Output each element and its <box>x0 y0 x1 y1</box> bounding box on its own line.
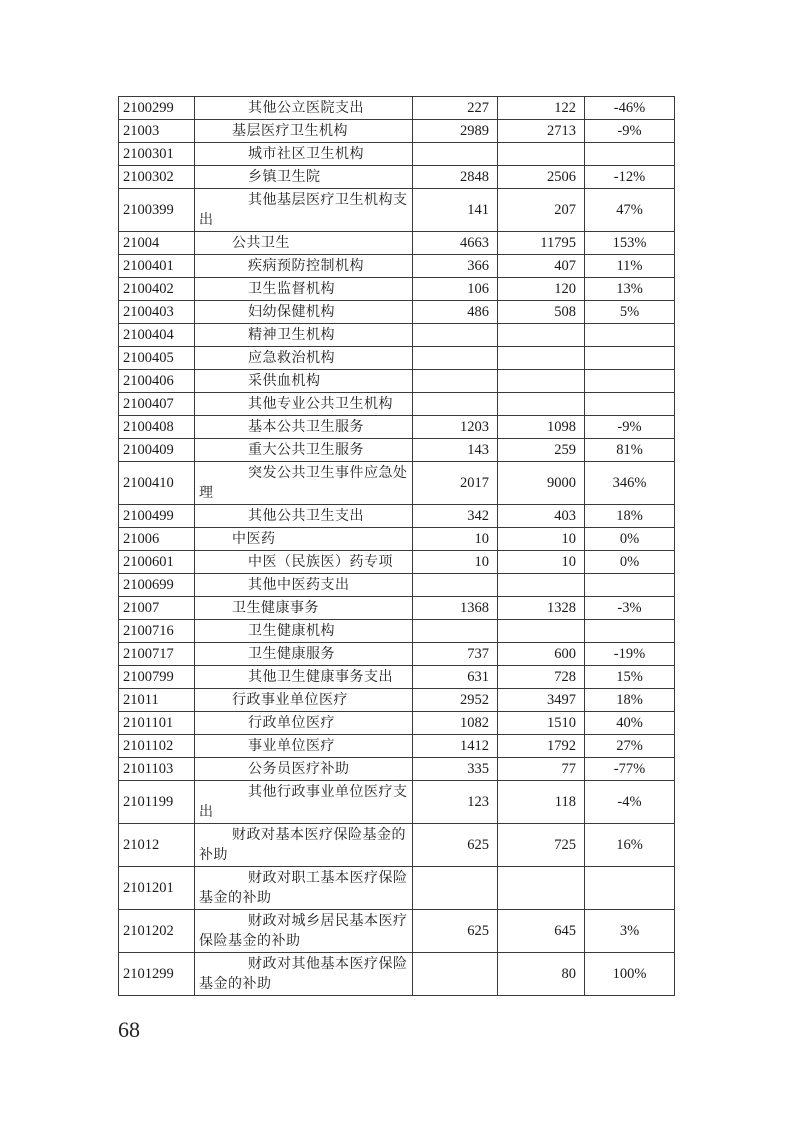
row-change-pct <box>585 620 675 643</box>
row-code: 2100301 <box>119 143 195 166</box>
row-value-2: 9000 <box>498 462 585 505</box>
row-value-1: 1082 <box>413 712 498 735</box>
row-name <box>195 370 413 393</box>
row-value-2: 1510 <box>498 712 585 735</box>
table-row <box>119 232 675 255</box>
row-value-1: 2017 <box>413 462 498 505</box>
row-change-pct: 0% <box>585 551 675 574</box>
row-value-1: 10 <box>413 551 498 574</box>
row-change-pct: 81% <box>585 439 675 462</box>
row-name <box>195 347 413 370</box>
row-value-1: 141 <box>413 189 498 232</box>
row-code: 2100408 <box>119 416 195 439</box>
table-row <box>119 689 675 712</box>
row-change-pct: 100% <box>585 953 675 996</box>
row-name-text: 妇幼保健机构 <box>248 304 335 320</box>
row-value-1: 625 <box>413 824 498 867</box>
page-number: 68 <box>118 1017 140 1042</box>
row-value-2 <box>498 143 585 166</box>
row-name <box>195 301 413 324</box>
row-change-pct: -3% <box>585 597 675 620</box>
row-change-pct: 16% <box>585 824 675 867</box>
row-change-pct: 13% <box>585 278 675 301</box>
table-row <box>119 301 675 324</box>
row-name <box>195 758 413 781</box>
table-row <box>119 255 675 278</box>
row-name <box>195 824 413 867</box>
row-code: 2100406 <box>119 370 195 393</box>
table-row <box>119 574 675 597</box>
table-row <box>119 393 675 416</box>
row-value-2 <box>498 347 585 370</box>
row-code: 21003 <box>119 120 195 143</box>
row-value-2 <box>498 867 585 910</box>
row-code: 2100399 <box>119 189 195 232</box>
row-name-text: 中医（民族医）药专项 <box>248 554 393 570</box>
row-value-2: 728 <box>498 666 585 689</box>
table-row <box>119 189 675 232</box>
row-value-2: 2713 <box>498 120 585 143</box>
table-row <box>119 597 675 620</box>
row-name <box>195 712 413 735</box>
row-name <box>195 666 413 689</box>
row-value-1 <box>413 370 498 393</box>
row-value-2: 725 <box>498 824 585 867</box>
row-name <box>195 189 413 232</box>
table-row <box>119 758 675 781</box>
row-change-pct: 27% <box>585 735 675 758</box>
row-value-1: 4663 <box>413 232 498 255</box>
row-name-text: 卫生健康机构 <box>248 623 335 639</box>
row-change-pct: 153% <box>585 232 675 255</box>
row-code: 21011 <box>119 689 195 712</box>
table-row <box>119 416 675 439</box>
row-value-2 <box>498 620 585 643</box>
row-name-text: 财政对其他基本医疗保险基金的补助 <box>199 956 408 992</box>
row-code: 2101202 <box>119 910 195 953</box>
row-name-text: 公共卫生 <box>232 235 290 251</box>
row-name-text: 行政事业单位医疗 <box>232 692 348 708</box>
row-code: 2100601 <box>119 551 195 574</box>
row-value-2 <box>498 393 585 416</box>
row-value-1: 342 <box>413 505 498 528</box>
row-change-pct: 346% <box>585 462 675 505</box>
row-name <box>195 255 413 278</box>
row-value-2: 10 <box>498 528 585 551</box>
row-value-2: 77 <box>498 758 585 781</box>
table-row <box>119 735 675 758</box>
row-name <box>195 574 413 597</box>
table-row <box>119 620 675 643</box>
row-change-pct: 3% <box>585 910 675 953</box>
row-value-2: 1792 <box>498 735 585 758</box>
row-value-2: 120 <box>498 278 585 301</box>
row-code: 21004 <box>119 232 195 255</box>
row-name <box>195 505 413 528</box>
row-value-2: 403 <box>498 505 585 528</box>
row-value-2: 600 <box>498 643 585 666</box>
row-code: 2101299 <box>119 953 195 996</box>
table-row <box>119 166 675 189</box>
row-value-1: 737 <box>413 643 498 666</box>
row-value-2: 3497 <box>498 689 585 712</box>
row-code: 2100401 <box>119 255 195 278</box>
row-value-1: 1368 <box>413 597 498 620</box>
table-row <box>119 910 675 953</box>
row-name <box>195 910 413 953</box>
row-name-text: 重大公共卫生服务 <box>248 442 364 458</box>
row-name-text: 卫生监督机构 <box>248 281 335 297</box>
row-code: 2100405 <box>119 347 195 370</box>
row-name <box>195 143 413 166</box>
row-value-2 <box>498 574 585 597</box>
row-change-pct: 18% <box>585 505 675 528</box>
row-value-2: 10 <box>498 551 585 574</box>
row-value-1 <box>413 574 498 597</box>
row-value-1 <box>413 347 498 370</box>
row-change-pct: -9% <box>585 416 675 439</box>
row-value-1 <box>413 867 498 910</box>
row-name <box>195 393 413 416</box>
table-row <box>119 97 675 120</box>
row-value-1: 335 <box>413 758 498 781</box>
row-change-pct <box>585 867 675 910</box>
table-row <box>119 439 675 462</box>
row-value-2: 1098 <box>498 416 585 439</box>
row-name <box>195 166 413 189</box>
row-value-1 <box>413 143 498 166</box>
row-value-2 <box>498 370 585 393</box>
row-name-text: 基层医疗卫生机构 <box>232 123 348 139</box>
row-code: 2100407 <box>119 393 195 416</box>
row-name <box>195 97 413 120</box>
row-value-1: 143 <box>413 439 498 462</box>
row-name-text: 精神卫生机构 <box>248 327 335 343</box>
row-code: 2101199 <box>119 781 195 824</box>
row-change-pct: 40% <box>585 712 675 735</box>
row-name-text: 财政对职工基本医疗保险基金的补助 <box>199 870 408 906</box>
row-name <box>195 232 413 255</box>
row-name <box>195 439 413 462</box>
row-name <box>195 324 413 347</box>
row-name-text: 基本公共卫生服务 <box>248 419 364 435</box>
row-change-pct <box>585 370 675 393</box>
row-change-pct <box>585 143 675 166</box>
table-row <box>119 824 675 867</box>
row-code: 2101201 <box>119 867 195 910</box>
row-code: 2100699 <box>119 574 195 597</box>
budget-table <box>118 96 675 996</box>
row-name <box>195 867 413 910</box>
budget-table-body <box>119 97 675 996</box>
row-value-2: 11795 <box>498 232 585 255</box>
row-code: 2100409 <box>119 439 195 462</box>
row-code: 2100402 <box>119 278 195 301</box>
row-value-2: 80 <box>498 953 585 996</box>
row-name <box>195 781 413 824</box>
row-name-text: 疾病预防控制机构 <box>248 258 364 274</box>
row-change-pct <box>585 393 675 416</box>
row-name-text: 其他卫生健康事务支出 <box>248 669 393 685</box>
row-value-1: 2952 <box>413 689 498 712</box>
table-row <box>119 528 675 551</box>
row-change-pct: 47% <box>585 189 675 232</box>
row-name <box>195 278 413 301</box>
table-row <box>119 643 675 666</box>
table-row <box>119 551 675 574</box>
row-name-text: 应急救治机构 <box>248 350 335 366</box>
row-value-1: 106 <box>413 278 498 301</box>
row-name <box>195 689 413 712</box>
row-value-2: 259 <box>498 439 585 462</box>
row-code: 21007 <box>119 597 195 620</box>
row-value-1 <box>413 620 498 643</box>
row-change-pct <box>585 574 675 597</box>
row-name <box>195 643 413 666</box>
row-name-text: 事业单位医疗 <box>248 738 335 754</box>
row-value-1 <box>413 393 498 416</box>
table-row <box>119 867 675 910</box>
row-name <box>195 953 413 996</box>
row-name-text: 卫生健康事务 <box>232 600 319 616</box>
table-row <box>119 347 675 370</box>
row-name-text: 中医药 <box>232 531 276 547</box>
row-value-1: 625 <box>413 910 498 953</box>
row-value-1: 123 <box>413 781 498 824</box>
row-name-text: 城市社区卫生机构 <box>248 146 364 162</box>
row-value-2 <box>498 324 585 347</box>
row-name <box>195 551 413 574</box>
row-change-pct: 15% <box>585 666 675 689</box>
row-name-text: 其他基层医疗卫生机构支出 <box>199 192 408 228</box>
row-name <box>195 416 413 439</box>
row-name-text: 其他专业公共卫生机构 <box>248 396 393 412</box>
row-value-1 <box>413 324 498 347</box>
row-change-pct: -4% <box>585 781 675 824</box>
row-value-2: 2506 <box>498 166 585 189</box>
row-code: 2100717 <box>119 643 195 666</box>
row-value-2: 1328 <box>498 597 585 620</box>
row-change-pct <box>585 347 675 370</box>
row-name-text: 其他公立医院支出 <box>248 100 364 116</box>
row-value-1: 10 <box>413 528 498 551</box>
row-name-text: 乡镇卫生院 <box>248 169 321 185</box>
row-value-1: 2989 <box>413 120 498 143</box>
row-change-pct: -9% <box>585 120 675 143</box>
row-code: 2101103 <box>119 758 195 781</box>
row-name-text: 财政对基本医疗保险基金的补助 <box>199 827 406 863</box>
row-value-1: 1203 <box>413 416 498 439</box>
row-code: 2101102 <box>119 735 195 758</box>
row-name-text: 其他中医药支出 <box>248 577 350 593</box>
row-value-1: 486 <box>413 301 498 324</box>
row-name-text: 财政对城乡居民基本医疗保险基金的补助 <box>199 913 408 949</box>
row-name <box>195 597 413 620</box>
row-code: 2100404 <box>119 324 195 347</box>
row-code: 21006 <box>119 528 195 551</box>
row-code: 2100302 <box>119 166 195 189</box>
row-value-1: 631 <box>413 666 498 689</box>
table-row <box>119 324 675 347</box>
row-change-pct: -46% <box>585 97 675 120</box>
table-row <box>119 370 675 393</box>
row-code: 2100716 <box>119 620 195 643</box>
row-name <box>195 120 413 143</box>
table-row <box>119 666 675 689</box>
row-change-pct: 11% <box>585 255 675 278</box>
row-code: 2100799 <box>119 666 195 689</box>
row-change-pct: -19% <box>585 643 675 666</box>
table-row <box>119 278 675 301</box>
table-row <box>119 143 675 166</box>
table-row <box>119 781 675 824</box>
row-name <box>195 462 413 505</box>
table-row <box>119 120 675 143</box>
table-row <box>119 462 675 505</box>
row-value-2: 118 <box>498 781 585 824</box>
row-value-2: 645 <box>498 910 585 953</box>
row-code: 21012 <box>119 824 195 867</box>
row-name <box>195 735 413 758</box>
row-code: 2100499 <box>119 505 195 528</box>
row-value-2: 122 <box>498 97 585 120</box>
row-value-1 <box>413 953 498 996</box>
row-code: 2100403 <box>119 301 195 324</box>
row-name-text: 其他行政事业单位医疗支出 <box>199 784 408 820</box>
row-name-text: 卫生健康服务 <box>248 646 335 662</box>
table-row <box>119 505 675 528</box>
row-code: 2100410 <box>119 462 195 505</box>
row-change-pct: 0% <box>585 528 675 551</box>
row-change-pct: -77% <box>585 758 675 781</box>
row-value-2: 207 <box>498 189 585 232</box>
row-change-pct: -12% <box>585 166 675 189</box>
table-row <box>119 712 675 735</box>
row-change-pct: 5% <box>585 301 675 324</box>
row-change-pct <box>585 324 675 347</box>
row-name-text: 突发公共卫生事件应急处理 <box>199 465 408 501</box>
row-name <box>195 528 413 551</box>
row-code: 2101101 <box>119 712 195 735</box>
row-value-1: 227 <box>413 97 498 120</box>
table-row <box>119 953 675 996</box>
row-name-text: 采供血机构 <box>248 373 321 389</box>
row-code: 2100299 <box>119 97 195 120</box>
row-name-text: 公务员医疗补助 <box>248 761 350 777</box>
row-change-pct: 18% <box>585 689 675 712</box>
row-value-1: 366 <box>413 255 498 278</box>
row-name <box>195 620 413 643</box>
row-value-2: 508 <box>498 301 585 324</box>
row-name-text: 其他公共卫生支出 <box>248 508 364 524</box>
row-value-1: 2848 <box>413 166 498 189</box>
row-value-1: 1412 <box>413 735 498 758</box>
row-name-text: 行政单位医疗 <box>248 715 335 731</box>
row-value-2: 407 <box>498 255 585 278</box>
